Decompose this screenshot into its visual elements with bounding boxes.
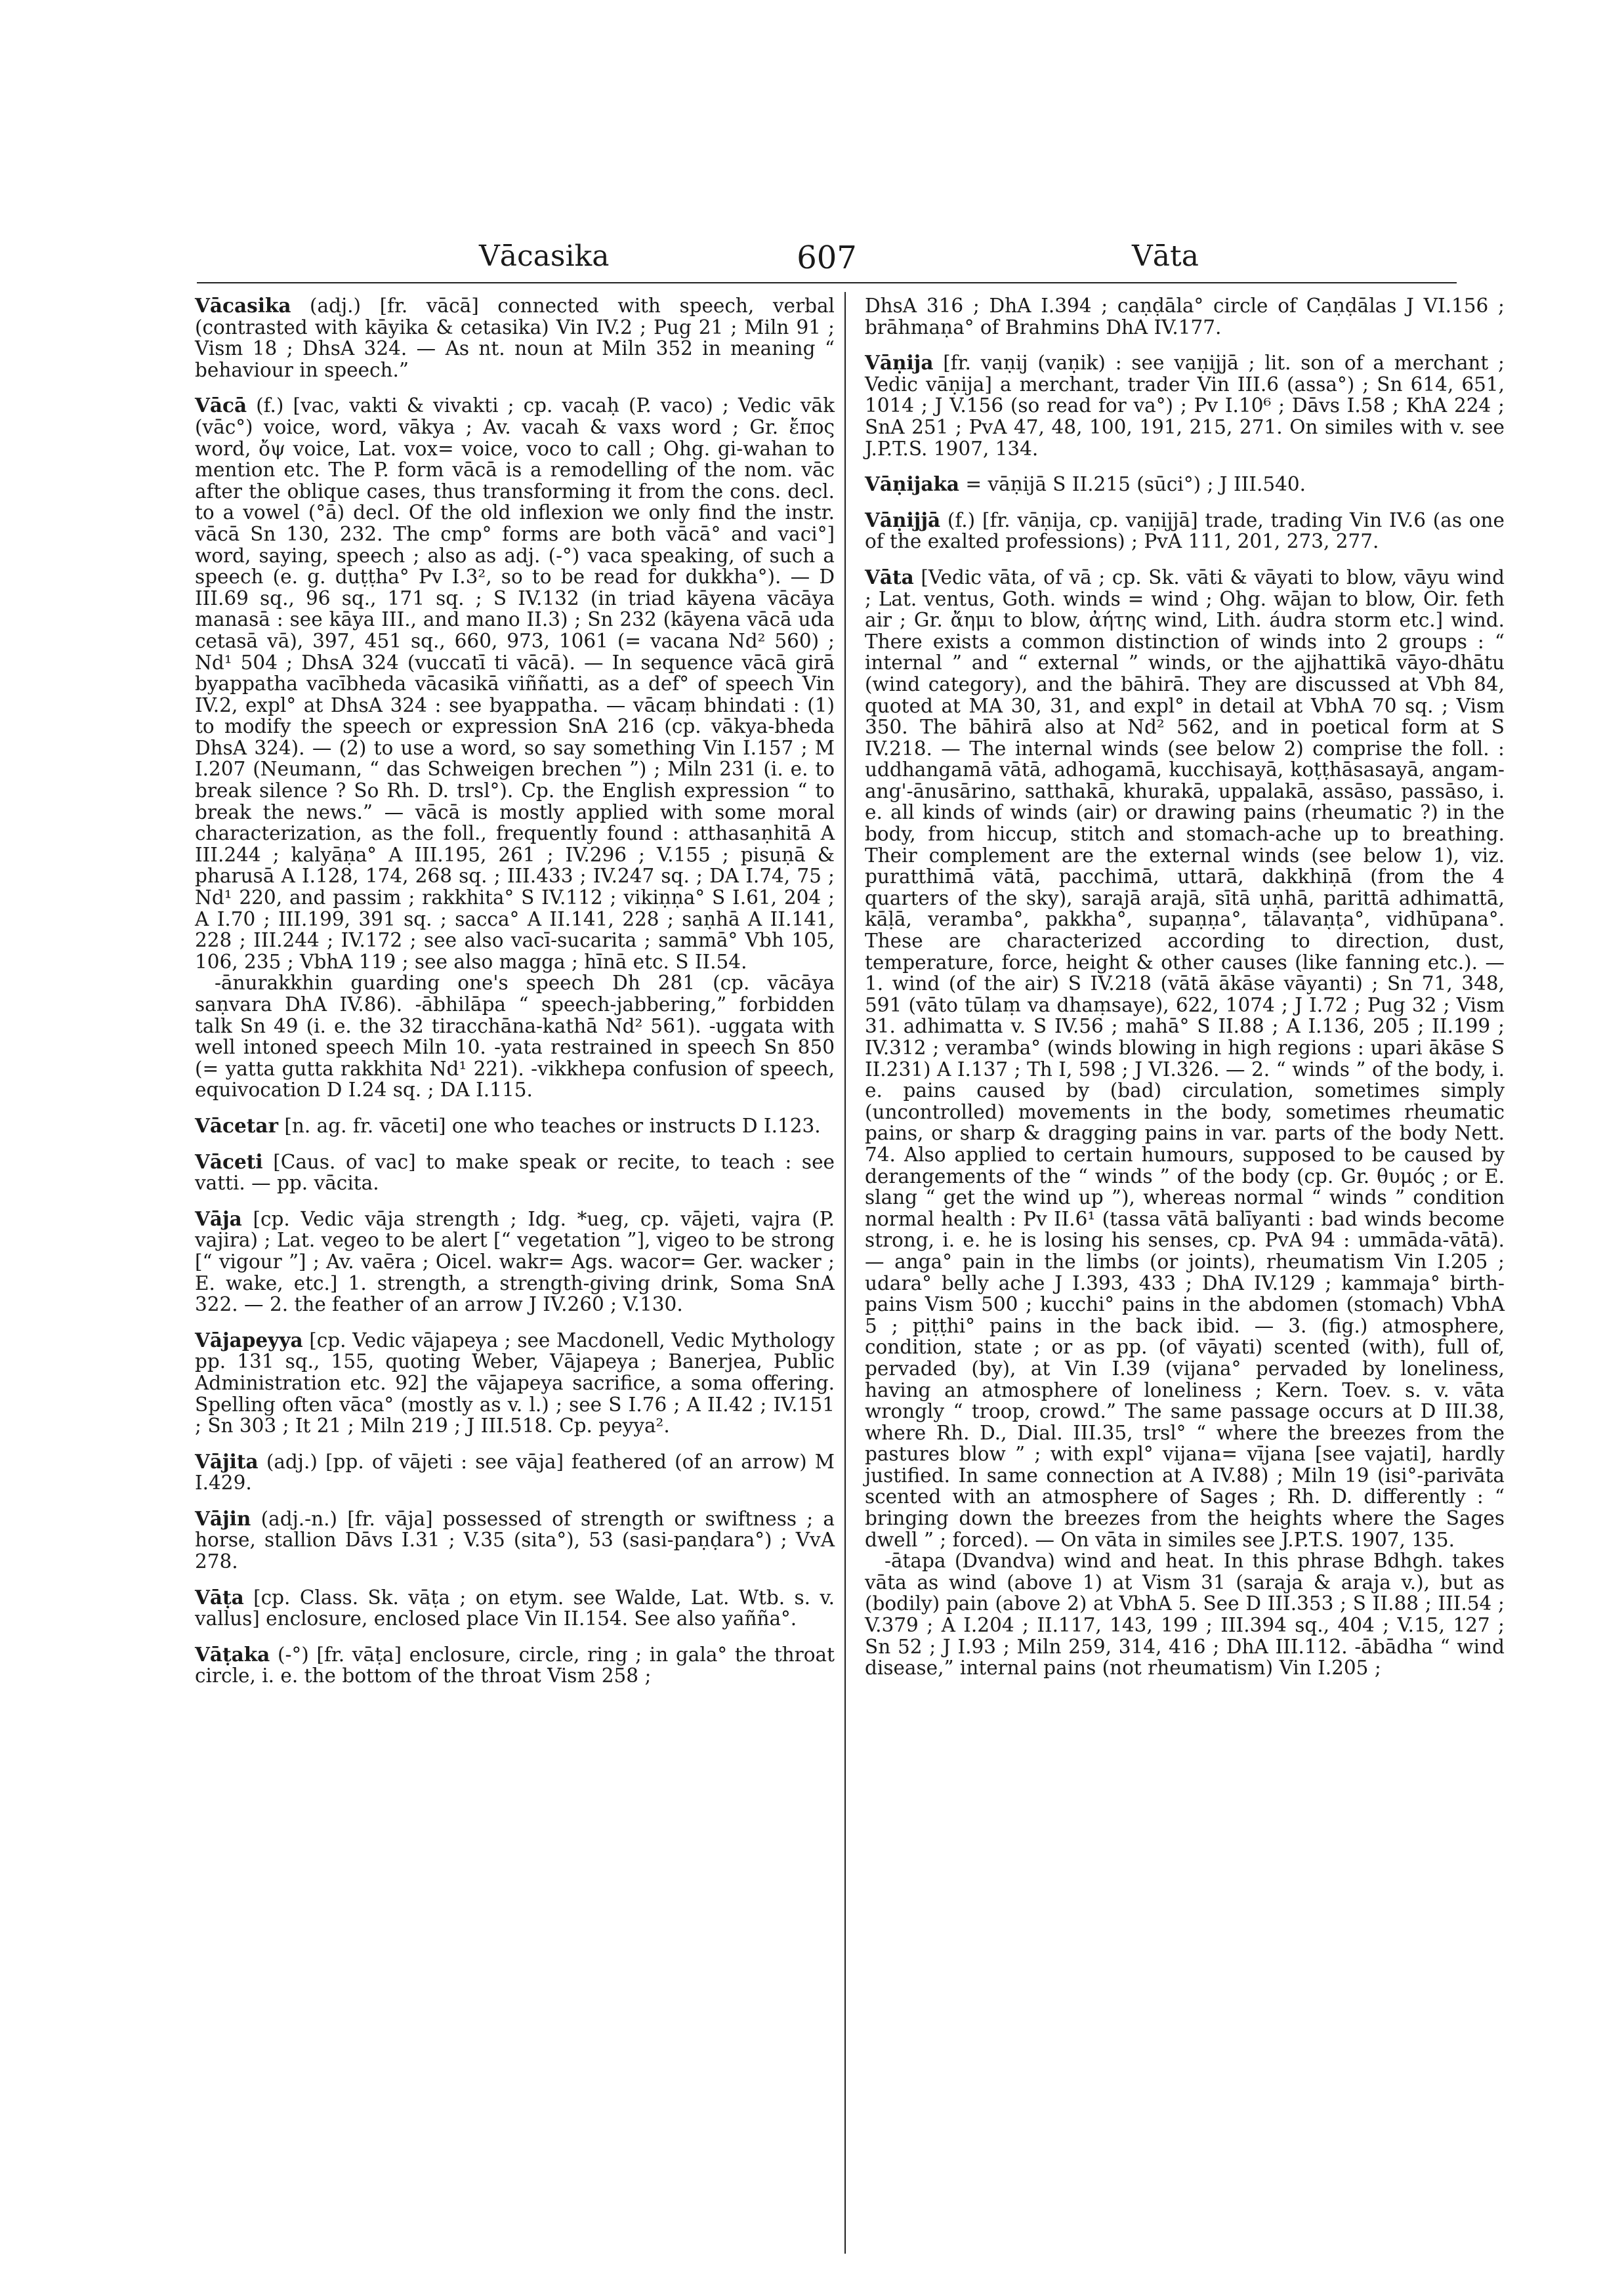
entry-text: (adj.) [fr. vācā] connected with speech, verbal (contrasted with kāyika & cetasika) Vin IV.2 ; Pug 21 ; Miln 91 ; Vism 18 ; DhsA 324. — As nt. noun at Miln 352 in meaning “ behaviour in speech.” — [195, 295, 835, 381]
right-column — [865, 295, 1505, 1693]
entry-text: -ātapa (Dvandva) wind and heat. In this phrase Bdhgh. takes vāta as wind (above 1) at Vism 31 (saraja & araja v.), but as (bodily) pain (above 2) at VbhA 5. See D III.353 ; S II.88 ; III.54 ; V.379 ; A I.204 ; II.117, 143, 199 ; III.394 sq., 404 ; V.15, 127 ; Sn 52 ; J I.93 ; Miln 259, 314, 416 ; DhA III.112. -ābādha “ wind disease,” internal pains (not rheumatism) Vin I.205 ; — [865, 1550, 1505, 1680]
headword: Vācetar — [195, 1113, 279, 1137]
entry-paragraph — [195, 972, 835, 1101]
entry-paragraph — [865, 352, 1505, 459]
headword: Vājita — [195, 1449, 259, 1473]
dictionary-entry — [195, 1330, 835, 1437]
dictionary-entry — [195, 395, 835, 1101]
left-column — [195, 295, 835, 1701]
entry-paragraph — [195, 295, 835, 381]
dictionary-entry — [195, 1151, 835, 1194]
headword: Vāta — [865, 565, 914, 589]
entry-paragraph — [865, 295, 1505, 338]
entry-text: [Vedic vāta, of vā ; cp. Sk. vāti & vāyati to blow, vāyu wind ; Lat. ventus, Goth. winds = wind ; Ohg. wājan to blow, Oir. feth air ; Gr. ἄημι to blow, ἀήτης wind, Lith. áudra storm etc.] wind. There exists a common distinction of winds into 2 groups : “ internal ” and “ external ” winds, or the ajjhattikā vāyo-dhātu (wind category), and the bāhirā. They are discussed at Vbh 84, quoted at MA 30, 31, and expl° in detail at VbhA 70 sq. ; Vism 350. The bāhirā also at Nd² 562, and in poetical form at S IV.218. — The internal winds (see below 2) comprise the foll. : uddhangamā vātā, adhogamā, kucchisayā, koṭṭhāsasayā, angam-ang'-ānusārino, satthakā, khurakā, uppalakā, assāso, passāso, i. e. all kinds of winds (air) or drawing pains (rheumatic ?) in the body, from hiccup, stitch and stomach-ache up to breathing. Their complement are the external winds (see below 1), viz. puratthimā vātā, pacchimā, uttarā, dakkhiṇā (from the 4 quarters of the sky), sarajā arajā, sītā uṇhā, parittā adhimattā, kāḷā, veramba°, pakkha°, supaṇṇa°, tālavaṇṭa°, vidhūpana°. These are characterized according to direction, dust, temperature, force, height & other causes (like fanning etc.). — 1. wind (of the air) S IV.218 (vātā ākāse vāyanti) ; Sn 71, 348, 591 (vāto tūlaṃ va dhaṃsaye), 622, 1074 ; J I.72 ; Pug 32 ; Vism 31. adhimatta v. S IV.56 ; mahā° S II.88 ; A I.136, 205 ; II.199 ; IV.312 ; veramba° (winds blowing in high regions : upari ākāse S II.231) A I.137 ; Th I, 598 ; J VI.326. — 2. “ winds ” of the body, i. e. pains caused by (bad) circulation, sometimes simply (uncontrolled) movements in the body, sometimes rheumatic pains, or sharp & dragging pains in var. parts of the body Nett. 74. Also applied to certain humours, supposed to be caused by derangements of the “ winds ” of the body (cp. Gr. θυμός ; or E. slang “ get the wind up ”), whereas normal “ winds ” condition normal health : Pv II.6¹ (tassa vātā balīyanti : bad winds become strong, i. e. he is losing his senses, cp. PvA 94 : ummāda-vātā). — anga° pain in the limbs (or joints), rheumatism Vin I.205 ; udara° belly ache J I.393, 433 ; DhA IV.129 ; kammaja° birth-pains Vism 500 ; kucchi° pains in the abdomen (stomach) VbhA 5 ; piṭṭhi° pains in the back ibid. — 3. (fig.) atmosphere, condition, state ; or as pp. (of vāyati) scented (with), full of, pervaded (by), at Vin I.39 (vijana° pervaded by loneliness, having an atmosphere of loneliness ; Kern. Toev. s. v. vāta wrongly “ troop, crowd.” The same passage occurs at D III.38, where Rh. D., Dial. III.35, trsl° “ where the breezes from the pastures blow ” ; with expl° vijana= vījana [see vajati], hardly justified. In same connection at A IV.88) ; Miln 19 (isi°-parivāta scented with an atmosphere of Sages ; Rh. D. differently : “ bringing down the breezes from the heights where the Sages dwell ” ; forced). — On vāta in similes see J.P.T.S. 1907, 135. — [865, 566, 1505, 1551]
entry-paragraph — [865, 1550, 1505, 1679]
dictionary-entry — [195, 1209, 835, 1315]
entry-paragraph — [195, 1587, 835, 1630]
entry-paragraph — [195, 1209, 835, 1315]
entry-text: = vāṇijā S II.215 (sūci°) ; J III.540. — [965, 473, 1306, 496]
dictionary-entry — [865, 567, 1505, 1679]
entry-paragraph — [865, 510, 1505, 552]
entry-text: (adj.) [pp. of vājeti : see vāja] feathered (of an arrow) M I.429. — [195, 1450, 835, 1495]
entry-text: (adj.-n.) [fr. vāja] possessed of strength or swiftness ; a horse, stallion Dāvs I.31 ; V.35 (sita°), 53 (sasi-paṇḍara°) ; VvA 278. — [195, 1507, 835, 1573]
headword: Vāceti — [195, 1149, 263, 1173]
headword: Vāṇijjā — [865, 508, 941, 531]
dictionary-entry — [195, 1451, 835, 1494]
headword: Vācasika — [195, 294, 291, 317]
entry-paragraph — [865, 474, 1505, 495]
page-number: 607 — [797, 239, 857, 276]
headword: Vāja — [195, 1207, 242, 1230]
entry-text: [cp. Vedic vāja strength ; Idg. *ueg, cp. vājeti, vajra (P. vajira) ; Lat. vegeo to be alert [“ vegetation ”], vigeo to be strong [“ vigour ”] ; Av. vaēra ; Oicel. wakr= Ags. wacor= Ger. wacker ; E. wake, etc.] 1. strength, a strength-giving drink, Soma SnA 322. — 2. the feather of an arrow J IV.260 ; V.130. — [195, 1207, 835, 1316]
dictionary-entry — [195, 1587, 835, 1630]
entry-paragraph — [195, 1508, 835, 1573]
entry-paragraph — [865, 567, 1505, 1550]
entry-text: [Caus. of vac] to make speak or recite, to teach : see vatti. — pp. vācita. — [195, 1150, 835, 1195]
column-divider — [844, 292, 846, 2254]
entry-paragraph — [195, 1151, 835, 1194]
dictionary-entry — [865, 474, 1505, 495]
running-head-right: Vāta — [1132, 239, 1199, 273]
entry-text: [n. ag. fr. vāceti] one who teaches or instructs D I.123. — [284, 1114, 821, 1137]
page-header — [197, 239, 1457, 285]
entry-text: (f.) [fr. vāṇija, cp. vaṇijjā] trade, trading Vin IV.6 (as one of the exalted professions) ; PvA 111, 201, 273, 277. — [865, 508, 1505, 553]
dictionary-entry — [195, 1115, 835, 1137]
entry-text: [cp. Vedic vājapeya ; see Macdonell, Vedic Mythology pp. 131 sq., 155, quoting Weber, Vājapeya ; Banerjea, Public Administration etc. 92] the vājapeya sacrifice, a soma offering. Spelling often vāca° (mostly as v. l.) ; see S I.76 ; A II.42 ; IV.151 ; Sn 303 ; It 21 ; Miln 219 ; J III.518. Cp. peyya². — [195, 1329, 835, 1437]
dictionary-entry — [195, 295, 835, 381]
dictionary-entry — [195, 1644, 835, 1687]
entry-paragraph — [195, 1644, 835, 1687]
dictionary-entry — [865, 510, 1505, 552]
entry-paragraph — [195, 1115, 835, 1137]
dictionary-entry — [865, 352, 1505, 459]
headword: Vājin — [195, 1506, 251, 1530]
dictionary-entry — [865, 295, 1505, 338]
headword: Vājapeyya — [195, 1328, 303, 1352]
headword: Vāṭaka — [195, 1642, 270, 1666]
entry-text: -ānurakkhin guarding one's speech Dh 281 (cp. vācāya saṇvara DhA IV.86). -ābhilāpa “ speech-jabbering,” forbidden talk Sn 49 (i. e. the 32 tiracchāna-kathā Nd² 561). -uggata with well intoned speech Miln 10. -yata restrained in speech Sn 850 (= yatta gutta rakkhita Nd¹ 221). -vikkhepa confusion of speech, equivocation D I.24 sq. ; DA I.115. — [195, 972, 835, 1102]
entry-text: (f.) [vac, vakti & vivakti ; cp. vacaḥ (P. vaco) ; Vedic vāk (vāc°) voice, word, vākya ; Av. vacah & vaxs word ; Gr. ἔπος word, ὄψ voice, Lat. vox= voice, voco to call ; Ohg. gi-wahan to mention etc. The P. form vācā is a remodelling of the nom. vāc after the oblique cases, thus transforming it from the cons. decl. to a vowel (°ā) decl. Of the old inflexion we only find the instr. vācā Sn 130, 232. The cmp° forms are both vācā° and vaci°] word, saying, speech ; also as adj. (-°) vaca speaking, of such a speech (e. g. duṭṭha° Pv I.3², so to be read for dukkha°). — D III.69 sq., 96 sq., 171 sq. ; S IV.132 (in triad kāyena vācāya manasā : see kāya III., and mano II.3) ; Sn 232 (kāyena vācā uda cetasā vā), 397, 451 sq., 660, 973, 1061 (= vacana Nd² 560) ; Nd¹ 504 ; DhsA 324 (vuccatī ti vācā). — In sequence vācā girā byappatha vacībheda vācasikā viññatti, as a def° of speech Vin IV.2, expl° at DhsA 324 : see byappatha. — vācaṃ bhindati : (1) to modify the speech or expression SnA 216 (cp. vākya-bheda DhsA 324). — (2) to use a word, so say something Vin I.157 ; M I.207 (Neumann, “ das Schweigen brechen ”) ; Miln 231 (i. e. to break silence ? So Rh. D. trsl°). Cp. the English expression “ to break the news.” — vācā is mostly applied with some moral characterization, as the foll., frequently found : atthasaṇhitā A III.244 ; kalyāṇa° A III.195, 261 ; IV.296 ; V.155 ; pisuṇā & pharusā A I.128, 174, 268 sq. ; III.433 ; IV.247 sq. ; DA I.74, 75 ; Nd¹ 220, and passim ; rakkhita° S IV.112 ; vikiṇṇa° S I.61, 204 ; A I.70 ; III.199, 391 sq. ; sacca° A II.141, 228 ; saṇhā A II.141, 228 ; III.244 ; IV.172 ; see also vacī-sucarita ; sammā° Vbh 105, 106, 235 ; VbhA 119 ; see also magga ; hīnā etc. S II.54. — [195, 394, 835, 973]
headword: Vāṭa — [195, 1585, 244, 1609]
dictionary-entry — [195, 1508, 835, 1573]
header-rule — [197, 282, 1457, 283]
headword: Vācā — [195, 394, 247, 417]
entry-paragraph — [195, 1451, 835, 1494]
headword: Vāṇijaka — [865, 472, 959, 496]
entry-text: (-°) [fr. vāṭa] enclosure, circle, ring ; in gala° the throat circle, i. e. the bottom of the throat Vism 258 ; — [195, 1643, 835, 1687]
entry-paragraph — [195, 1330, 835, 1437]
entry-text: DhsA 316 ; DhA I.394 ; caṇḍāla° circle of Caṇḍālas J VI.156 ; brāhmaṇa° of Brahmins DhA IV.177. — [865, 295, 1505, 339]
entry-text: [fr. vaṇij (vaṇik) : see vaṇijjā ; lit. son of a merchant ; Vedic vāṇija] a merchant, trader Vin III.6 (assa°) ; Sn 614, 651, 1014 ; J V.156 (so read for va°) ; Pv I.10⁶ ; Dāvs I.58 ; KhA 224 ; SnA 251 ; PvA 47, 48, 100, 191, 215, 271. On similes with v. see J.P.T.S. 1907, 134. — [865, 352, 1505, 460]
entry-paragraph — [195, 395, 835, 972]
entry-text: [cp. Class. Sk. vāṭa ; on etym. see Walde, Lat. Wtb. s. v. vallus] enclosure, enclosed place Vin II.154. See also yañña°. — [195, 1586, 835, 1630]
headword: Vāṇija — [865, 351, 934, 375]
running-head-left: Vācasika — [479, 239, 610, 273]
